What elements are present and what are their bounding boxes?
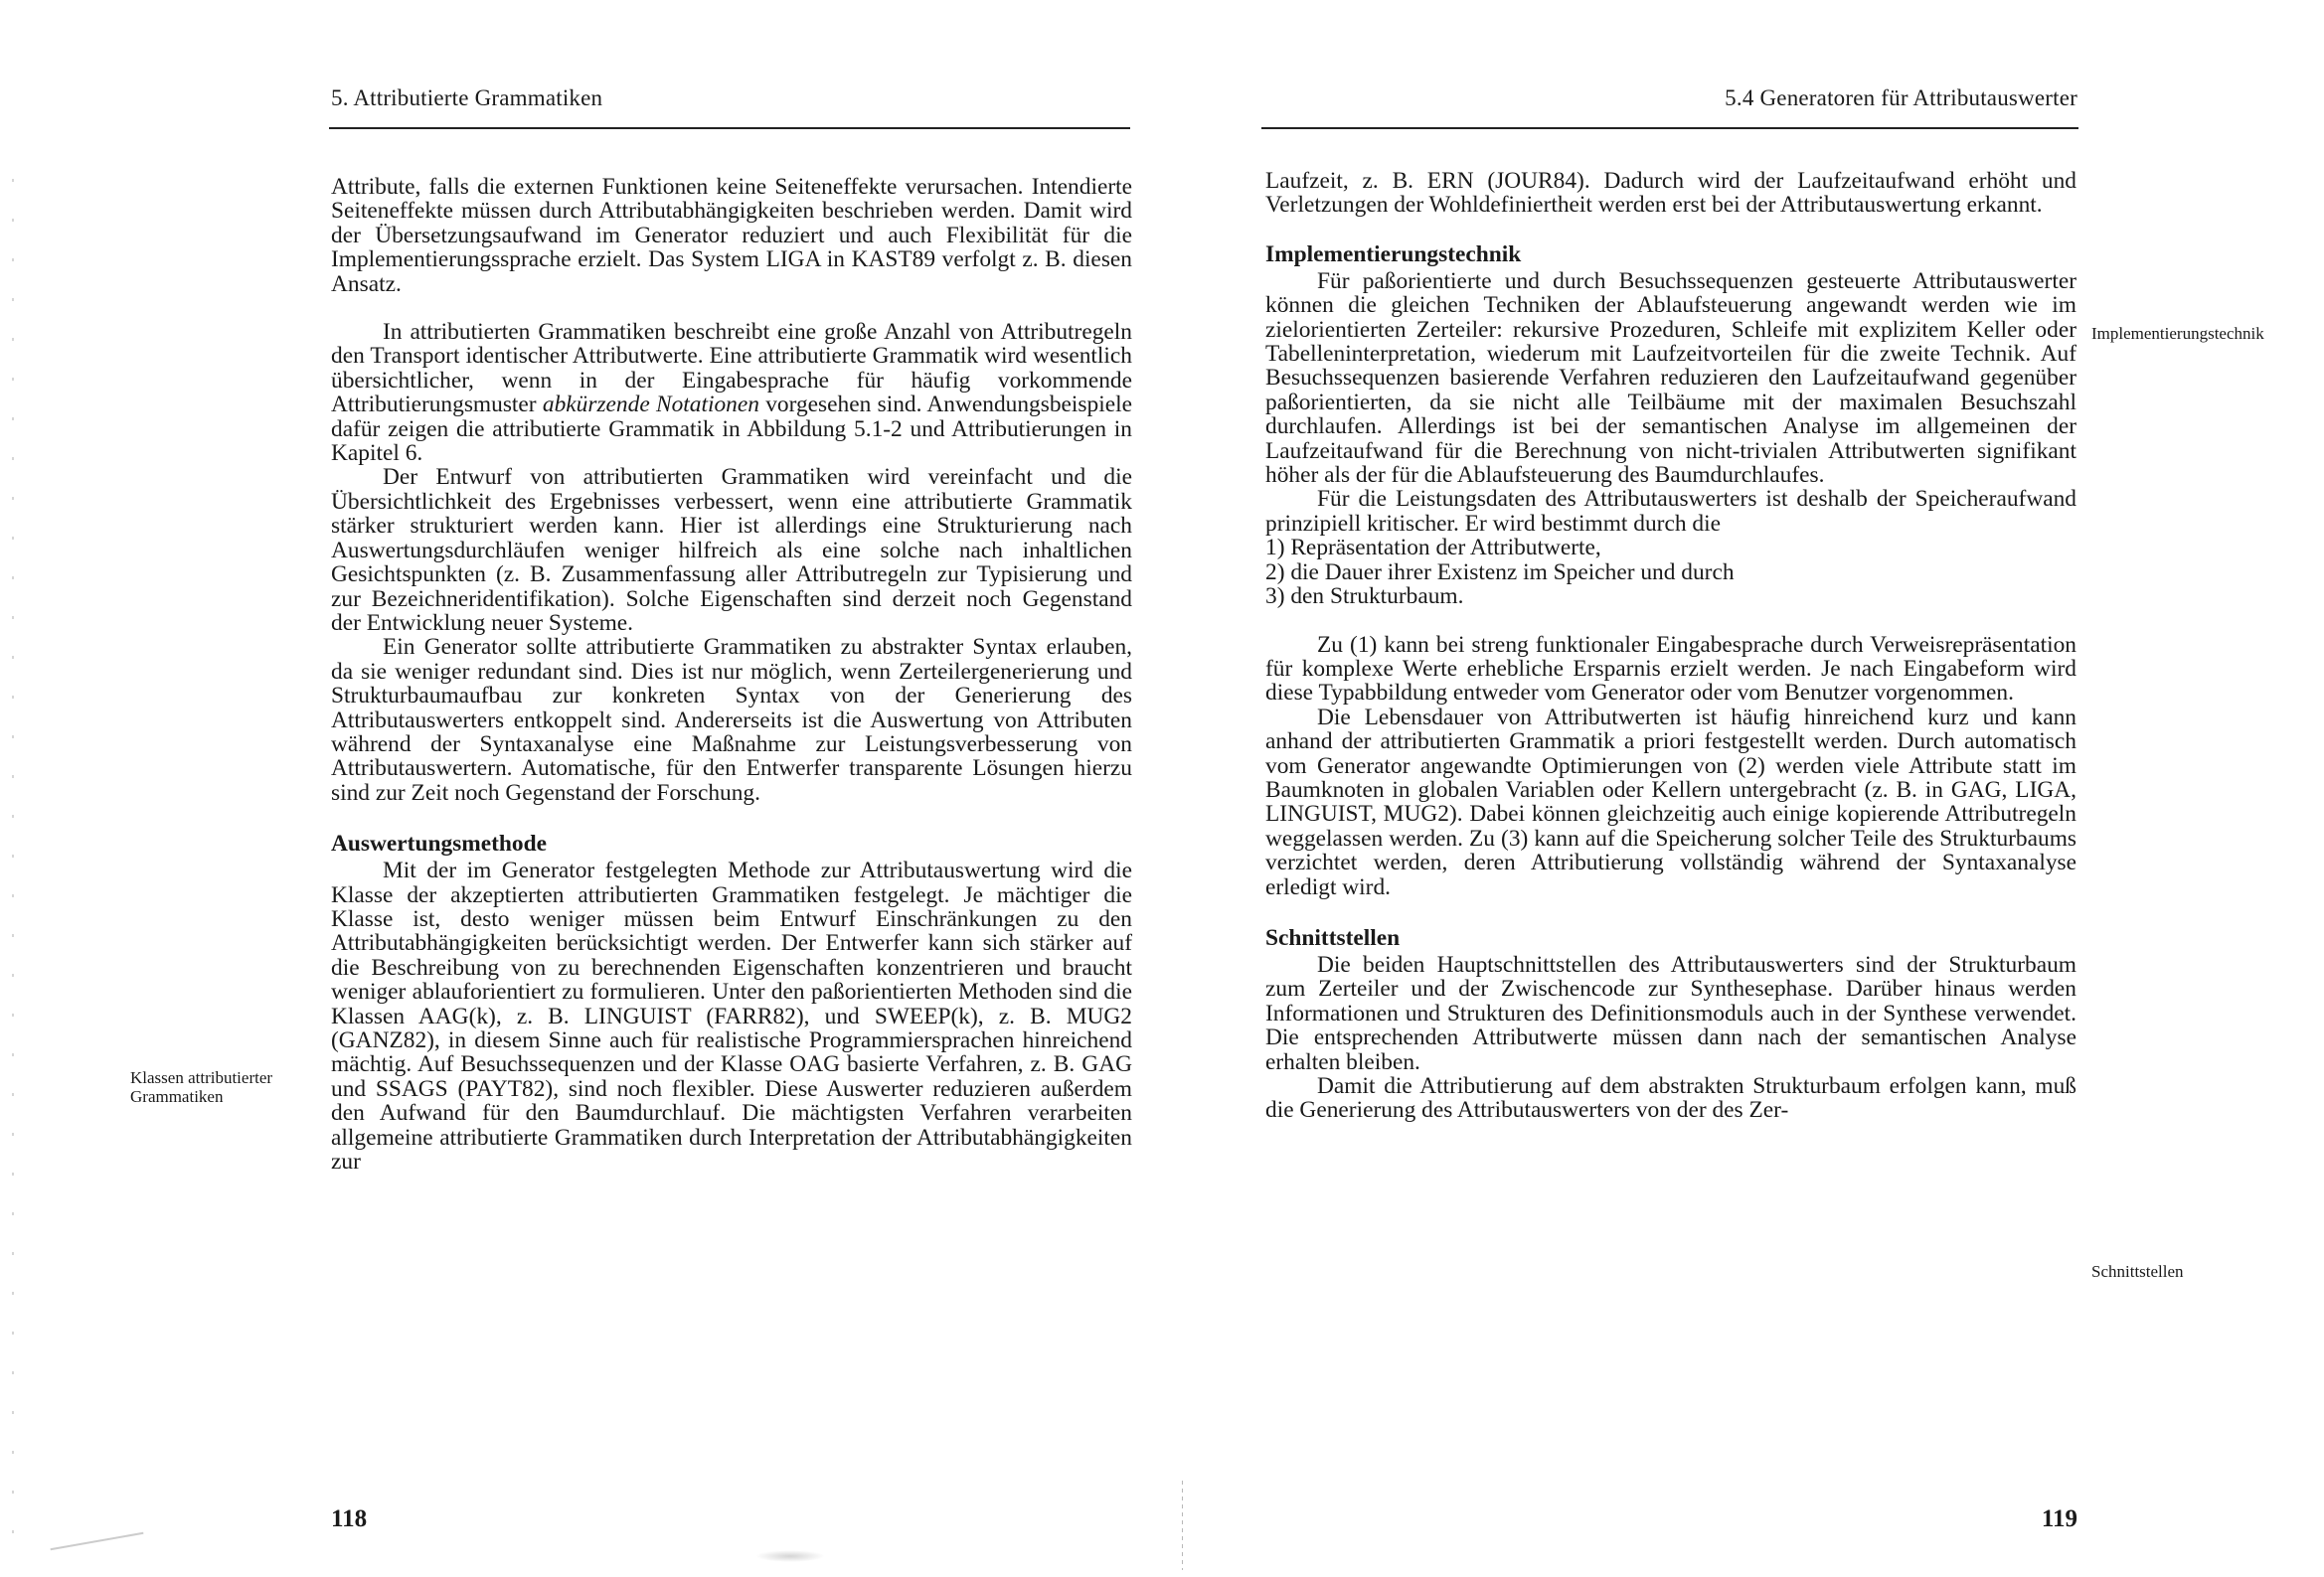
right-paragraph-5: Die Lebensdauer von Attributwerten ist häufig hinreichend kurz und kann anhand der attributierten Grammatik a priori festgestellt werden. Durch automatisch vom Generator angewandte Optimierungen von (2) werden viele Attribute statt im Baumknoten in globalen Variablen oder Kellern untergebracht (z. B. in GAG, LIGA, LINGUIST, MUG2). Dabei können gleichzeitig auch einige kopierende Attributregeln weggelassen werden. Zu (3) kann auf die Speicherung solcher Teile des Strukturbaums verzichtet werden, deren Attributierung vollständig während der Syntaxanalyse erledigt wird.: [1265, 704, 2076, 900]
left-text-column: [331, 175, 1132, 1174]
left-paragraph-5: Mit der im Generator festgelegten Methode zur Attributauswertung wird die Klasse der akzeptierten attributierten Grammatiken festgelegt. Je mächtiger die Klasse ist, desto weniger müssen beim Entwurf Einschränkungen zu den Attributabhängigkeiten berücksichtigt werden. Der Entwerfer kann sich stärker auf die Beschreibung von zu berechnenden Eigenschaften konzentrieren und braucht weniger ablauforientiert zu formulieren. Unter den paßorientierten Methoden sind die Klassen AAG(k), z. B. LINGUIST (FARR82), und SWEEP(k), z. B. MUG2 (GANZ82), in diesem Sinne auch für realistische Programmiersprachen hinreichend mächtig. Auf Besuchssequenzen und der Klasse OAG basierte Verfahren, z. B. GAG und SSAGS (PAYT82), sind noch flexibler. Diese Auswerter reduzieren außerdem den Aufwand für den Baumdurchlauf. Die mächtigsten Verfahren verarbeiten allgemeine attributierte Grammatiken durch Interpretation der Attributabhängigkeiten zur: [331, 858, 1132, 1176]
right-paragraph-6: Die beiden Hauptschnittstellen des Attributauswerters sind der Strukturbaum zum Zerteiler und der Zwischencode zur Synthesephase. Darüber hinaus werden Informationen und Strukturen des Definitionsmoduls auch in der Synthese verwendet. Die entsprechenden Attributwerte müssen dann nach der semantischen Analyse erhalten bleiben.: [1265, 951, 2076, 1075]
left-running-head: 5. Attributierte Grammatiken: [331, 85, 603, 110]
left-paragraph-2-text-b: vorgesehen sind. Anwendungsbeispiele dafür zeigen die attributierte Grammatik in Abbildung 5.1-2 und Attributierungen in Kapitel 6.: [331, 392, 1132, 467]
left-paragraph-3: Der Entwurf von attributierten Grammatiken wird vereinfacht und die Übersichtlichkeit des Ergebnisses verbessert, wenn eine attributierte Grammatik stärker strukturiert werden kann. Hier ist allerdings eine Strukturierung nach Auswertungsdurchläufen weniger hilfreich als eine solche nach inhaltlichen Gesichtspunkten (z. B. Zusammenfassung aller Attributregeln zur Typisierung und zur Bezeichneridentifikation). Solche Eigenschaften sind derzeit noch Gegenstand der Entwicklung neuer Systeme.: [331, 464, 1132, 636]
right-page: [1162, 0, 2324, 1577]
left-paragraph-2: [331, 320, 1132, 465]
left-margin-note: Klassen attributierter Grammatiken: [130, 1068, 273, 1106]
right-paragraph-4: Zu (1) kann bei streng funktionaler Eingabesprache durch Verweisrepräsentation für komplexe Werte erhebliche Ersparnis erzielt werden. Je nach Eingabeform wird diese Typabbildung entweder vom Generator oder vom Benutzer vorgenommen.: [1265, 631, 2076, 707]
book-gutter-line: [1182, 1481, 1183, 1570]
right-section-heading-1: Implementierungstechnik: [1265, 240, 1522, 267]
left-paragraph-4: Ein Generator sollte attributierte Grammatiken zu abstrakter Syntax erlauben, da sie weniger redundant sind. Dies ist nur möglich, wenn Zerteilergenerierung und Strukturbaumaufbau zur konkreten Syntax von der Generierung des Attributauswerters entkoppelt sind. Andererseits ist die Auswertung von Attributen während der Syntaxanalyse eine Maßnahme zur Leistungsverbesserung von Attributauswertern. Automatische, für den Entwerfer transparente Lösungen hierzu sind zur Zeit noch Gegenstand der Forschung.: [331, 634, 1132, 806]
right-margin-note-1: Implementierungstechnik: [2091, 324, 2264, 343]
right-paragraph-1: Laufzeit, z. B. ERN (JOUR84). Dadurch wird der Laufzeitaufwand erhöht und Verletzungen der Wohldefiniertheit werden erst bei der Attributauswertung erkannt.: [1265, 168, 2076, 219]
right-section-heading-2: Schnittstellen: [1265, 924, 1401, 951]
scan-corner-smudge: [51, 1532, 144, 1550]
scan-edge-marks: [12, 179, 14, 1570]
enum-item-2: 2) die Dauer ihrer Existenz im Speicher und durch: [1265, 558, 1735, 585]
right-margin-note-2: Schnittstellen: [2091, 1262, 2184, 1281]
right-page-number: 119: [2041, 1505, 2077, 1532]
enum-item-3: 3) den Strukturbaum.: [1265, 583, 1464, 610]
left-section-heading: Auswertungsmethode: [331, 831, 548, 858]
right-text-column: [1265, 169, 2076, 1123]
right-paragraph-7: Damit die Attributierung auf dem abstrakten Strukturbaum erfolgen kann, muß die Generierung des Attributauswerters von der des Zer-: [1265, 1073, 2076, 1124]
left-page-number: 118: [331, 1505, 368, 1532]
right-paragraph-3: Für die Leistungsdaten des Attributauswerters ist deshalb der Speicheraufwand prinzipiell kritischer. Er wird bestimmt durch die: [1265, 486, 2076, 537]
right-running-head: 5.4 Generatoren für Attributauswerter: [1725, 85, 2077, 110]
left-paragraph-1: Attribute, falls die externen Funktionen keine Seiteneffekte verursachen. Intendierte Seiteneffekte müssen durch Attributabhängigkeiten beschrieben werden. Damit wird der Übersetzungsaufwand im Generator reduziert und auch Flexibilität für die Implementierungssprache erzielt. Das System LIGA in KAST89 verfolgt z. B. diesen Ansatz.: [331, 174, 1132, 297]
left-paragraph-2-emphasis: abkürzende Notationen: [542, 392, 759, 418]
right-paragraph-2: Für paßorientierte und durch Besuchssequenzen gesteuerte Attributauswerter können die gleichen Techniken der Ablaufsteuerung angewandt werden wie im zielorientierten Zerteiler: rekursive Prozeduren, Schleife mit explizitem Keller oder Tabelleninterpretation, wiederum mit Laufzeitvorteilen für die zweite Technik. Auf Besuchssequenzen basierende Verfahren reduzieren den Laufzeitaufwand gegenüber paßorientierten, da sie nicht alle Teilbäume mit der maximalen Besuchszahl durchlaufen. Allerdings ist bei der semantischen Analyse im allgemeinen der Laufzeitaufwand für die Berechnung von nicht-trivialen Attributwerten signifikant höher als der für die Ablaufsteuerung des Baumdurchlaufes.: [1265, 267, 2076, 489]
left-header-rule: [329, 127, 1130, 129]
scan-bottom-smudge: [755, 1550, 825, 1562]
enum-item-1: 1) Repräsentation der Attributwerte,: [1265, 535, 1601, 561]
left-paragraph-2-text-a: In attributierten Grammatiken beschreibt eine große Anzahl von Attributregeln den Transport identischer Attributwerte. Eine attributierte Grammatik wird wesentlich übersichtlicher, wenn in der Eingabesprache für häufig vorkommende Attributierungsmuster: [331, 319, 1132, 418]
right-header-rule: [1261, 127, 2078, 129]
